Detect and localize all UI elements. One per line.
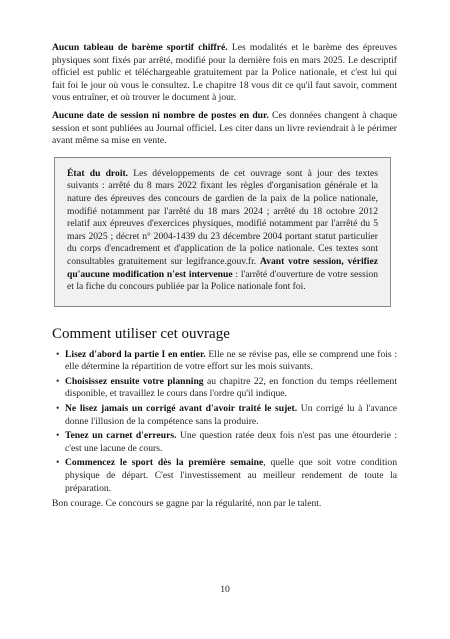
legal-status-warning: Avant votre session, vérifiez qu'aucune modification n'est intervenue bbox=[67, 255, 378, 280]
legal-status-tail: : l'arrêté d'ouverture de votre session et la fiche du concours publiée par la Police nationale font foi. bbox=[67, 268, 378, 293]
list-item-lead: Ne lisez jamais un corrigé avant d'avoir traité le sujet. bbox=[65, 403, 298, 415]
paragraph-bareme-text: Les modalités et le barème des épreuves physiques sont fixés par arrêté, modifié pour la dernière fois en mars 2025. Le descriptif officiel est public et téléchargeable gratuitement par la Police nationale, et c'est lui qui fait foi le jour où vous le consultez. Le chapitre 18 vous dit ce qu'il faut savoir, comment vous entraîner, et où trouver le document à jour. bbox=[52, 42, 397, 104]
closing-line: Bon courage. Ce concours se gagne par la régularité, non par le talent. bbox=[52, 498, 322, 510]
list-item bbox=[52, 376, 397, 401]
list-item-text: Un corrigé lu à l'avance donne l'illusion de la compétence sans la produire. bbox=[65, 403, 397, 427]
section-title: Comment utiliser cet ouvrage bbox=[52, 325, 230, 342]
paragraph-session-lead: Aucune date de session ni nombre de postes en dur. bbox=[52, 109, 269, 121]
bullet-glyph: • bbox=[56, 457, 60, 469]
list-item-lead: Tenez un carnet d'erreurs. bbox=[65, 430, 177, 442]
bullet-glyph: • bbox=[56, 348, 60, 360]
list-item-lead: Choisissez ensuite votre planning bbox=[65, 375, 204, 387]
legal-status-lead: État du droit. bbox=[67, 167, 129, 179]
page-body bbox=[52, 42, 397, 511]
list-item bbox=[52, 403, 397, 428]
page-number: 10 bbox=[220, 584, 230, 595]
legal-status-box bbox=[54, 157, 391, 307]
legal-status-body: Les développements de cet ouvrage sont à jour des textes suivants : arrêté du 8 mars 2022 fixant les règles d'organisation générale et la nature des épreuves des concours de gardien de la paix de la police nationale, modifié notamment par l'arrêté du 18 mars 2024 ; arrêté du 18 octobre 2012 relatif aux épreuves d'exercices physiques, modifié notamment par l'arrêté du 5 mars 2025 ; décret n° 2004-1439 du 23 décembre 2004 portant statut particulier du corps d'encadrement et d'application de la police nationale. Ces textes sont consultables gratuitement sur legifrance.gouv.fr. bbox=[67, 167, 378, 267]
bullet-glyph: • bbox=[56, 403, 60, 415]
list-item bbox=[52, 457, 397, 495]
list-item bbox=[52, 349, 397, 374]
legal-status-text bbox=[67, 168, 378, 294]
paragraph-bareme bbox=[52, 42, 397, 105]
list-item-text: au chapitre 22, en fonction du temps réellement disponible, et travaillez le cours dans l'ordre qu'il indique. bbox=[65, 375, 398, 400]
paragraph-session-text: Ces données changent à chaque session et sont publiées au Journal officiel. Les citer dans un livre reviendrait à le périmer avant même sa mise en vente. bbox=[52, 109, 397, 147]
bullet-glyph: • bbox=[56, 375, 60, 387]
paragraph-session bbox=[52, 110, 397, 148]
list-item-lead: Commencez le sport dès la première semaine bbox=[65, 457, 264, 469]
list-item-text: , quelle que soit votre condition physique de départ. C'est l'investissement au meilleur rendement de toute la préparation. bbox=[65, 457, 397, 494]
usage-list bbox=[52, 349, 397, 496]
paragraph-bareme-lead: Aucun tableau de barème sportif chiffré. bbox=[52, 42, 228, 53]
list-item-text: Elle ne se révise pas, elle se comprend une fois : elle détermine la répartition de votre effort sur les mois suivants. bbox=[65, 348, 397, 373]
list-item-text: Une question ratée deux fois n'est pas une étourderie : c'est une lacune de cours. bbox=[65, 430, 397, 454]
list-item bbox=[52, 430, 397, 455]
bullet-glyph: • bbox=[56, 430, 60, 442]
list-item-lead: Lisez d'abord la partie I en entier. bbox=[65, 348, 206, 360]
